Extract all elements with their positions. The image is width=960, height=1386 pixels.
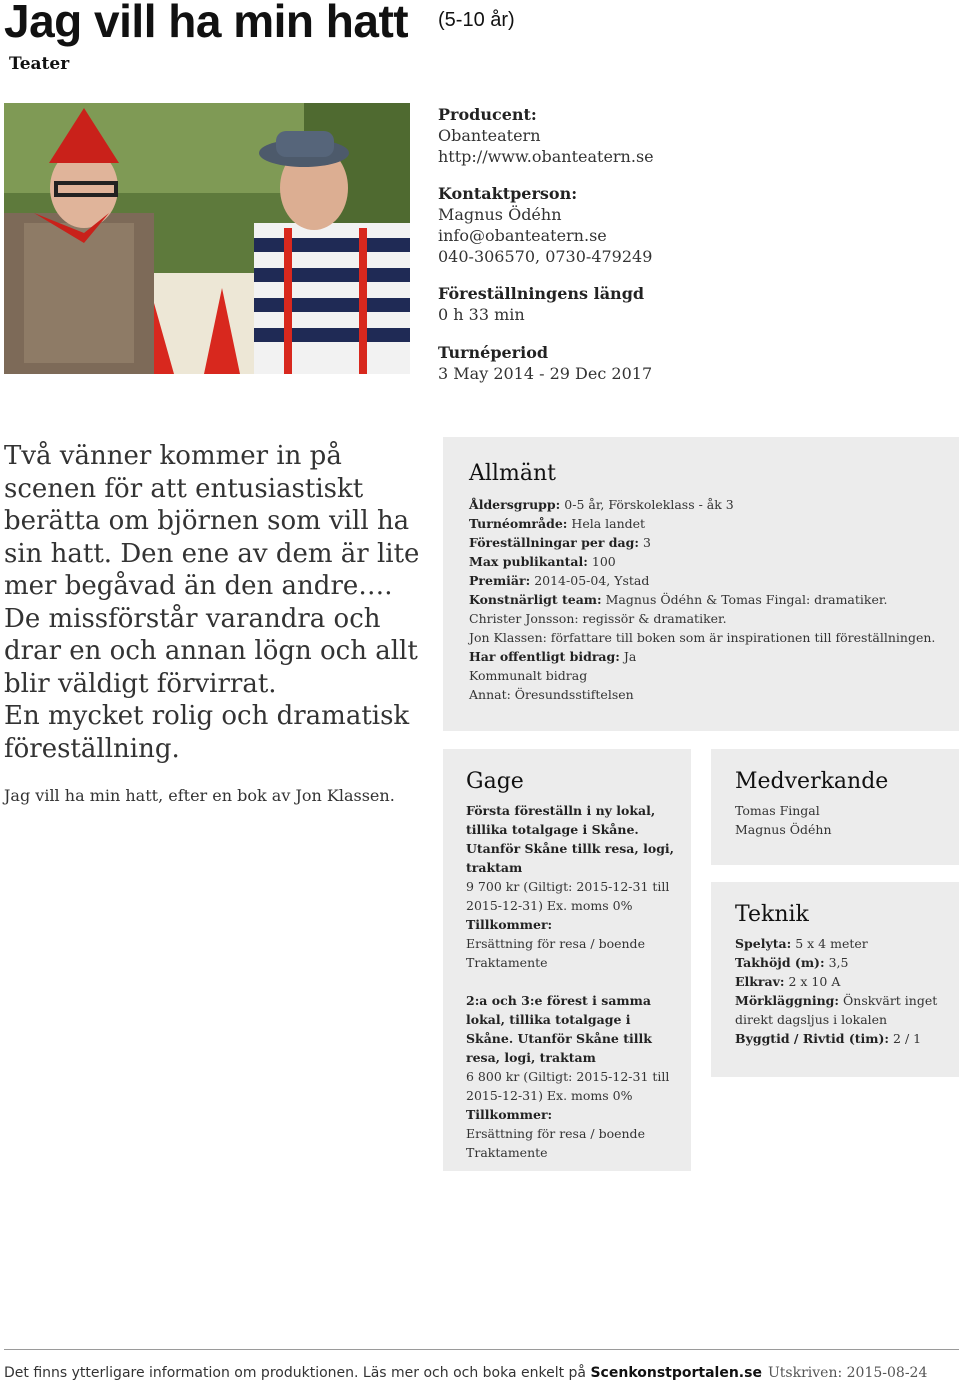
general-row-label: Har offentligt bidrag: [469,649,620,664]
footer-text [4,1365,762,1381]
general-row [469,514,949,533]
age-range: (5-10 år) [438,9,515,31]
technical-row-label: Takhöjd (m): [735,955,825,970]
fee-block1-extra-1: Ersättning för resa / boende [466,936,645,951]
general-row [469,552,949,571]
tour-label: Turnéperiod [438,343,549,362]
length-section [438,283,938,325]
technical-row [735,991,945,1029]
technical-row [735,972,945,991]
technical-row-value: 5 x 4 meter [795,936,868,951]
summary-text [4,440,424,765]
length-label: Föreställningens längd [438,284,645,303]
general-row [469,609,949,628]
technical-heading: Teknik [735,902,809,927]
genre-label: Teater [9,54,70,74]
technical-row-label: Elkrav: [735,974,785,989]
general-row [469,647,949,666]
technical-row [735,1029,945,1048]
participants-heading: Medverkande [735,769,889,794]
general-row-label: Premiär: [469,573,531,588]
technical-row-label: Spelyta: [735,936,792,951]
producer-section [438,104,938,167]
technical-row-value: Önskvärt inget direkt dagsljus i lokalen [735,993,938,1027]
contact-email[interactable]: info@obanteatern.se [438,226,607,245]
general-row-value: 2014-05-04, Ystad [534,573,650,588]
general-row-value: 0-5 år, Förskoleklass - åk 3 [564,497,734,512]
general-row [469,495,949,514]
technical-box [711,882,959,1077]
technical-row [735,953,945,972]
technical-row-value: 3,5 [828,955,849,970]
page-title: Jag vill ha min hatt [4,0,409,47]
general-row-value: Hela landet [571,516,646,531]
fee-block1-price: 9 700 kr (Giltigt: 2015-12-31 till 2015-12-31) Ex. moms 0% [466,879,670,913]
general-row-value: 3 [643,535,651,550]
general-row-label: Turnéområde: [469,516,568,531]
footer-site-link[interactable]: Scenkonstportalen.se [590,1365,762,1381]
technical-row-label: Mörkläggning: [735,993,840,1008]
technical-row-value: 2 x 10 A [788,974,841,989]
producer-url[interactable]: http://www.obanteatern.se [438,147,654,166]
producer-name: Obanteatern [438,126,541,145]
length-value: 0 h 33 min [438,305,525,324]
footer-divider [4,1349,959,1350]
footer-message: Det finns ytterligare information om produktionen. Läs mer och och boka enkelt på [4,1365,591,1381]
general-row [469,571,949,590]
producer-label: Producent: [438,105,537,124]
general-row-value: Kommunalt bidrag [469,668,588,683]
fee-block1-extra-label: Tillkommer: [466,917,553,932]
fee-block2-extra-1: Ersättning för resa / boende [466,1126,645,1141]
general-row [469,590,949,609]
technical-row-label: Byggtid / Rivtid (tim): [735,1031,890,1046]
general-row-label: Åldersgrupp: [469,497,561,512]
general-row-value: 100 [591,554,616,569]
fee-block2-extra-label: Tillkommer: [466,1107,553,1122]
participant-name: Tomas Fingal [735,803,820,818]
general-info-box [443,437,959,731]
fee-block2-price: 6 800 kr (Giltigt: 2015-12-31 till 2015-12-31) Ex. moms 0% [466,1069,670,1103]
general-rows [469,495,949,704]
fee-heading: Gage [466,769,524,794]
general-row-value: Ja [623,649,637,664]
general-row-value: Christer Jonsson: regissör & dramatiker. [469,611,727,626]
general-row-value: Annat: Öresundsstiftelsen [469,687,634,702]
general-heading: Allmänt [469,461,556,486]
participants-box [711,749,959,865]
fee-block1-extra-2: Traktamente [466,955,548,970]
contact-name: Magnus Ödéhn [438,205,562,224]
production-photo [4,103,410,374]
fee-content [466,769,676,1162]
fee-block1-title: Första föreställn i ny lokal, tillika totalgage i Skåne. Utanför Skåne tillk resa, logi, traktam [466,803,675,875]
contact-section [438,183,938,267]
general-row [469,533,949,552]
contact-label: Kontaktperson: [438,184,578,203]
summary-lead-2: En mycket rolig och dramatisk föreställning. [4,701,410,764]
technical-row-value: 2 / 1 [893,1031,922,1046]
general-row-label: Max publikantal: [469,554,588,569]
general-row [469,666,949,685]
fee-box [443,749,691,1171]
summary-lead: Två vänner kommer in på scenen för att entusiastiskt berätta om björnen som vill ha sin hatt. Den ene av dem är lite mer begåvad än den andre…. De missförstår varandra och drar en och annan lögn och allt blir väldigt förvirrat. [4,441,420,699]
photo-illustration [4,103,410,374]
fee-block2-extra-2: Traktamente [466,1145,548,1160]
general-row [469,628,949,647]
technical-content [735,902,945,1048]
participants-content [735,769,945,839]
printed-date: Utskriven: 2015-08-24 [768,1365,928,1381]
general-row-value: Magnus Ödéhn & Tomas Fingal: dramatiker. [605,592,888,607]
contact-phone: 040-306570, 0730-479249 [438,247,653,266]
participant-name: Magnus Ödéhn [735,822,832,837]
technical-rows [735,934,945,1048]
fee-block2-title: 2:a och 3:e förest i samma lokal, tillika totalgage i Skåne. Utanför Skåne tillk resa, logi, traktam [466,993,652,1065]
general-row-label: Föreställningar per dag: [469,535,640,550]
technical-row [735,934,945,953]
tour-section [438,342,938,384]
tour-value: 3 May 2014 - 29 Dec 2017 [438,364,653,383]
summary-note: Jag vill ha min hatt, efter en bok av Jon Klassen. [4,786,395,805]
general-row [469,685,949,704]
general-row-label: Konstnärligt team: [469,592,602,607]
general-row-value: Jon Klassen: författare till boken som är inspirationen till föreställningen. [469,630,936,645]
